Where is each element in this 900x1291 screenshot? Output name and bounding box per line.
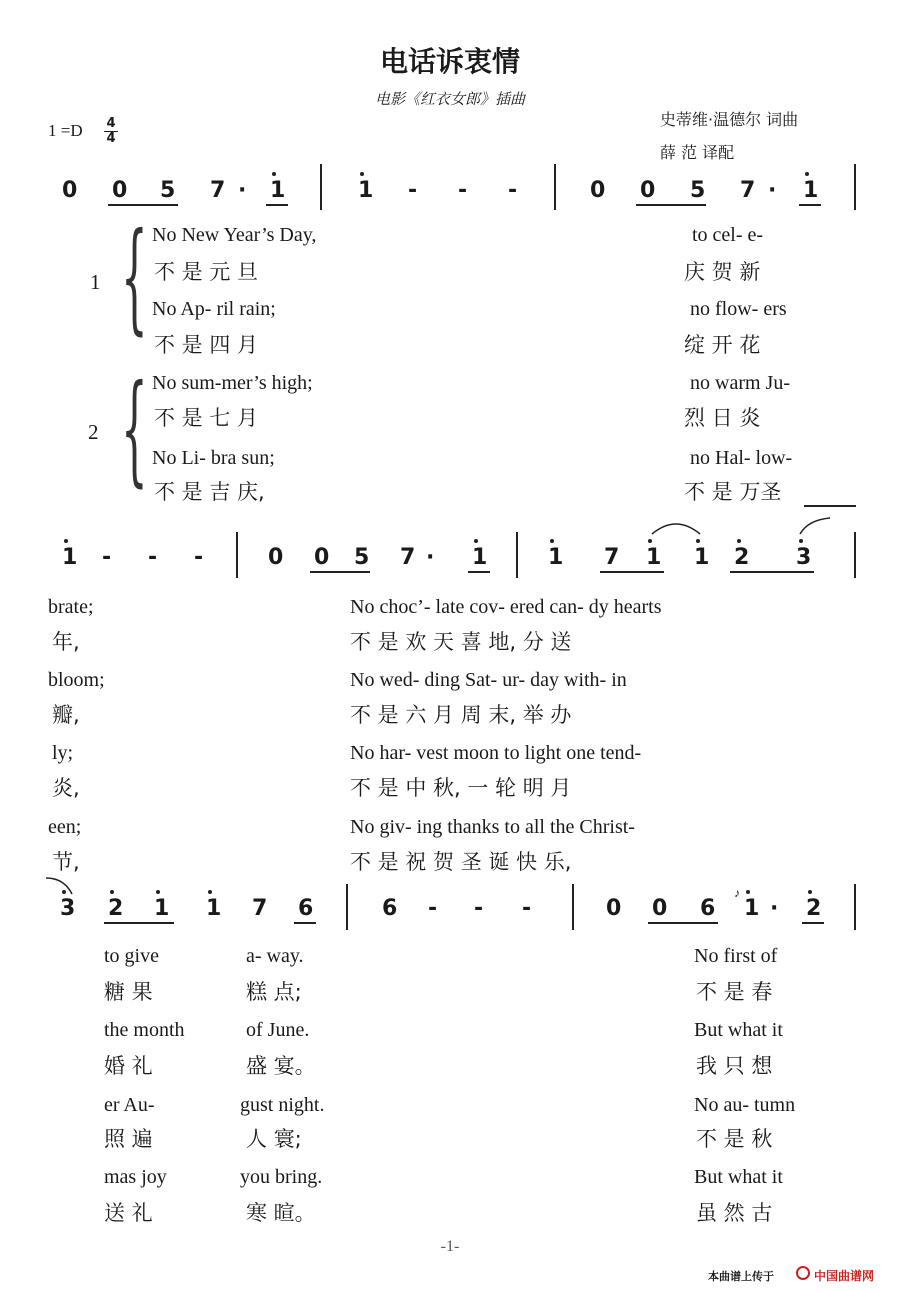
note: 1	[646, 545, 662, 570]
note: 1	[358, 178, 374, 203]
note: 0	[590, 178, 606, 203]
note: 2	[108, 896, 124, 921]
eighth-underline	[294, 922, 316, 924]
lyric-en: No har- vest moon to light one tend-	[350, 742, 642, 764]
lyric-zh: 不 是 七 月	[154, 406, 259, 430]
dash: -	[522, 896, 532, 921]
note: 7	[210, 178, 226, 203]
lyric-en: No choc’- late cov- ered can- dy hearts	[350, 596, 662, 618]
note: 1	[548, 545, 564, 570]
dotted-extension: ·	[238, 178, 247, 203]
note: 5	[160, 178, 176, 203]
lyric-en: you bring.	[240, 1166, 323, 1188]
sixteenth-underline	[266, 204, 288, 206]
dash: -	[458, 178, 468, 203]
lyric-en: no warm Ju-	[690, 372, 790, 394]
lyric-en: bloom;	[48, 669, 105, 691]
lyric-zh: 不 是 中 秋, 一 轮 明 月	[350, 776, 572, 800]
note: 6	[298, 896, 314, 921]
note: 1	[472, 545, 488, 570]
lyric-zh: 不 是 六 月 周 末, 举 办	[350, 703, 572, 727]
high-octave-dot	[808, 890, 812, 894]
grace-note-mark: ♪	[734, 886, 740, 900]
lyric-zh: 婚 礼	[104, 1054, 153, 1078]
note: 7	[252, 896, 268, 921]
slur-arc	[650, 514, 702, 536]
lyric-zh: 照 遍	[104, 1127, 153, 1151]
barline	[320, 164, 322, 210]
note: 2	[806, 896, 822, 921]
eighth-underline	[648, 922, 718, 924]
lyric-en: No first of	[694, 945, 778, 967]
note: 3	[60, 896, 76, 921]
note: 5	[690, 178, 706, 203]
lyric-zh: 盛 宴。	[246, 1054, 316, 1078]
sixteenth-underline	[799, 204, 821, 206]
lyric-en: No sum-mer’s high;	[152, 372, 313, 394]
lyric-en: no flow- ers	[690, 298, 787, 320]
high-octave-dot	[272, 172, 276, 176]
lyric-zh: 不 是 吉 庆,	[154, 480, 265, 504]
dotted-extension: ·	[768, 178, 777, 203]
dash: -	[428, 896, 438, 921]
lyric-underline	[804, 505, 856, 507]
note: 7	[740, 178, 756, 203]
lyric-en: But what it	[694, 1019, 783, 1041]
lyric-en: er Au-	[104, 1094, 155, 1116]
high-octave-dot	[64, 539, 68, 543]
barline	[854, 884, 856, 930]
note: 3	[796, 545, 812, 570]
eighth-underline	[108, 204, 178, 206]
lyric-zh: 虽 然 古	[696, 1201, 773, 1225]
dash: -	[102, 545, 112, 570]
note: 1	[270, 178, 286, 203]
lyric-zh: 绽 开 花	[684, 333, 761, 357]
note: 1	[694, 545, 710, 570]
high-octave-dot	[799, 539, 803, 543]
lyric-en: a- way.	[246, 945, 304, 967]
lyric-en: No New Year’s Day,	[152, 224, 317, 246]
note: 1	[803, 178, 819, 203]
lyric-en: to cel- e-	[692, 224, 764, 246]
note: 0	[268, 545, 284, 570]
lyric-en: But what it	[694, 1166, 783, 1188]
dotted-extension: ·	[426, 545, 435, 570]
note: 0	[112, 178, 128, 203]
lyric-en: to give	[104, 945, 159, 967]
lyric-zh: 炎,	[52, 776, 80, 800]
lyric-en: No giv- ing thanks to all the Christ-	[350, 816, 635, 838]
credit-composer: 史蒂维·温德尔 词曲	[660, 110, 799, 129]
verse-number: 1	[90, 270, 101, 294]
lyric-zh: 年,	[52, 630, 80, 654]
note: 0	[652, 896, 668, 921]
note: 0	[62, 178, 78, 203]
lyric-zh: 糕 点;	[246, 980, 302, 1004]
barline	[236, 532, 238, 578]
high-octave-dot	[805, 172, 809, 176]
note: 2	[734, 545, 750, 570]
lyric-zh: 不 是 万圣	[684, 480, 782, 504]
eighth-underline	[310, 571, 370, 573]
lyric-en: No Li- bra sun;	[152, 447, 275, 469]
eighth-underline	[730, 571, 814, 573]
lyric-en: ly;	[52, 742, 74, 764]
lyric-zh: 庆 贺 新	[684, 260, 761, 284]
barline	[516, 532, 518, 578]
note: 6	[382, 896, 398, 921]
high-octave-dot	[648, 539, 652, 543]
verse-brace: {	[121, 360, 148, 499]
lyric-zh: 节,	[52, 850, 80, 874]
lyric-en: mas joy	[104, 1166, 167, 1188]
song-title: 电话诉衷情	[379, 45, 520, 78]
eighth-underline	[636, 204, 706, 206]
dotted-extension: ·	[770, 896, 779, 921]
dash: -	[474, 896, 484, 921]
lyric-zh: 不 是 四 月	[154, 333, 259, 357]
note: 7	[400, 545, 416, 570]
high-octave-dot	[474, 539, 478, 543]
note: 1	[154, 896, 170, 921]
note: 1	[62, 545, 78, 570]
dash: -	[508, 178, 518, 203]
lyric-zh: 糖 果	[104, 980, 153, 1004]
barline	[854, 532, 856, 578]
high-octave-dot	[746, 890, 750, 894]
barline	[346, 884, 348, 930]
lyric-zh: 不 是 秋	[696, 1127, 773, 1151]
dash: -	[194, 545, 204, 570]
high-octave-dot	[62, 890, 66, 894]
note: 0	[640, 178, 656, 203]
high-octave-dot	[156, 890, 160, 894]
sixteenth-underline	[468, 571, 490, 573]
eighth-underline	[104, 922, 174, 924]
time-signature	[104, 117, 118, 146]
lyric-en: no Hal- low-	[690, 447, 793, 469]
high-octave-dot	[110, 890, 114, 894]
lyric-en: the month	[104, 1019, 185, 1041]
high-octave-dot	[696, 539, 700, 543]
note: 5	[354, 545, 370, 570]
note: 6	[700, 896, 716, 921]
note: 7	[604, 545, 620, 570]
lyric-zh: 不 是 欢 天 喜 地, 分 送	[350, 630, 572, 654]
lyric-zh: 不 是 祝 贺 圣 诞 快 乐,	[350, 850, 572, 874]
verse-number: 2	[88, 420, 99, 444]
lyric-en: No Ap- ril rain;	[152, 298, 276, 320]
barline	[572, 884, 574, 930]
upload-note: 本曲谱上传于	[708, 1270, 774, 1283]
lyric-zh: 送 礼	[104, 1201, 153, 1225]
verse-brace: {	[121, 208, 148, 347]
time-signature-top: 4	[106, 116, 116, 131]
note: 1	[206, 896, 222, 921]
slur-arc	[44, 874, 74, 896]
note: 0	[314, 545, 330, 570]
high-octave-dot	[208, 890, 212, 894]
lyric-zh: 我 只 想	[696, 1054, 773, 1078]
lyric-en: een;	[48, 816, 82, 838]
key-signature: 1 =D	[48, 121, 83, 140]
note: 1	[744, 896, 760, 921]
page-number: -1-	[440, 1238, 460, 1255]
dash: -	[408, 178, 418, 203]
high-octave-dot	[737, 539, 741, 543]
lyric-en: No au- tumn	[694, 1094, 796, 1116]
lyric-zh: 烈 日 炎	[684, 406, 761, 430]
time-signature-bottom: 4	[104, 131, 118, 146]
lyric-en: of June.	[246, 1019, 310, 1041]
high-octave-dot	[360, 172, 364, 176]
slur-arc	[798, 514, 832, 536]
lyric-zh: 不 是 春	[696, 980, 773, 1004]
site-name[interactable]: 中国曲谱网	[814, 1269, 875, 1283]
lyric-zh: 寒 暄。	[246, 1201, 316, 1225]
lyric-en: gust night.	[240, 1094, 325, 1116]
dash: -	[148, 545, 158, 570]
lyric-zh: 瓣,	[52, 703, 80, 727]
site-logo-icon	[796, 1266, 810, 1280]
note: 0	[606, 896, 622, 921]
lyric-en: brate;	[48, 596, 94, 618]
eighth-underline	[600, 571, 664, 573]
barline	[854, 164, 856, 210]
sixteenth-underline	[802, 922, 824, 924]
barline	[554, 164, 556, 210]
lyric-en: No wed- ding Sat- ur- day with- in	[350, 669, 627, 691]
credit-translator: 薛 范 译配	[660, 143, 735, 162]
high-octave-dot	[550, 539, 554, 543]
lyric-zh: 不 是 元 旦	[154, 260, 259, 284]
lyric-zh: 人 寰;	[246, 1127, 302, 1151]
song-subtitle: 电影《红衣女郎》插曲	[374, 90, 525, 108]
